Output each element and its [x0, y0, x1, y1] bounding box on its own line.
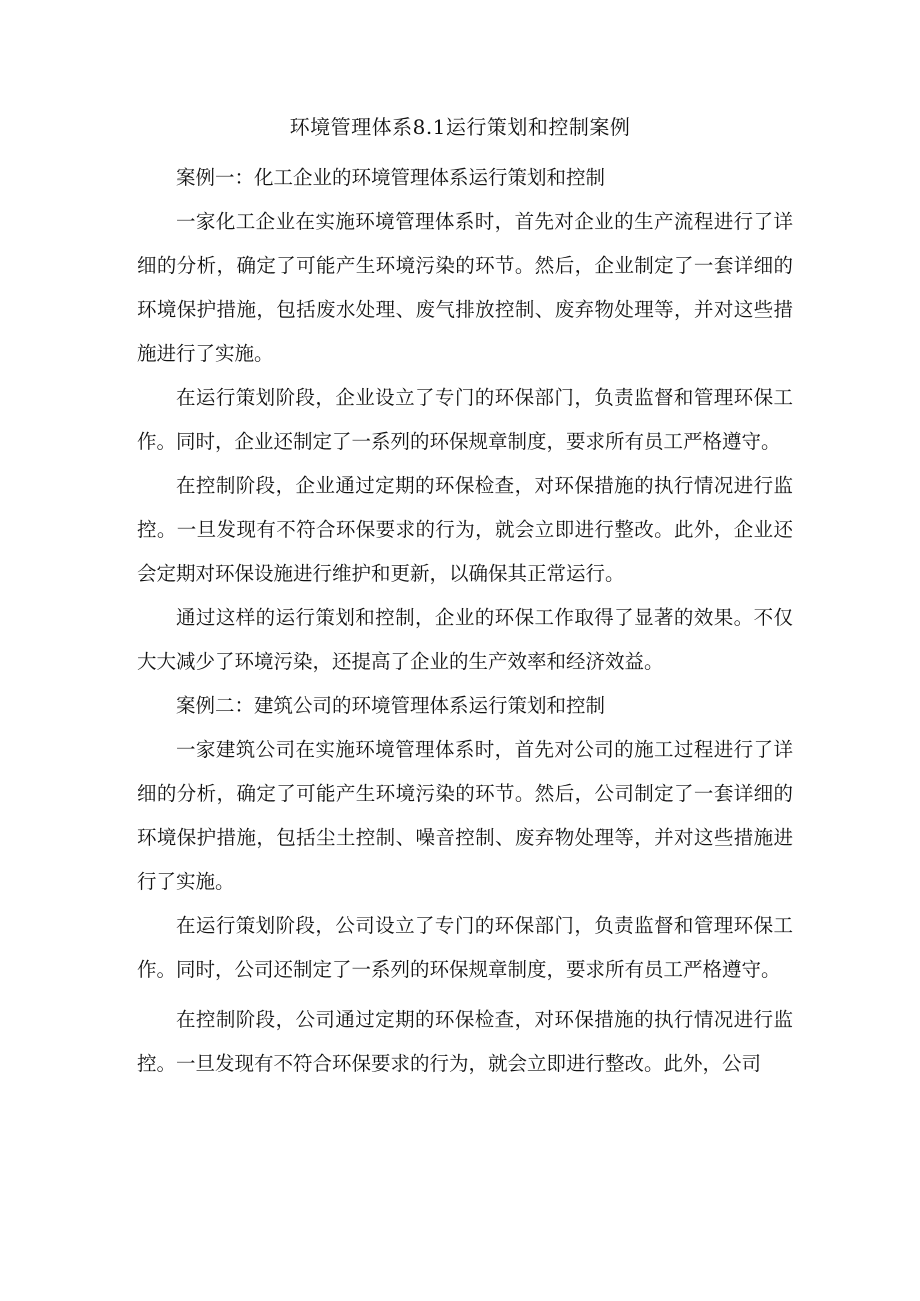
case-one-planning-paragraph: 在运行策划阶段，企业设立了专门的环保部门，负责监督和管理环保工作。同时，企业还制定了一系列的环保规章制度，要求所有员工严格遵守。: [137, 386, 793, 453]
document-title: 环境管理体系8.1运行策划和控制案例: [289, 115, 631, 139]
case-two-intro-paragraph: 一家建筑公司在实施环境管理体系时，首先对公司的施工过程进行了详细的分析，确定了可能产生环境污染的环节。然后，公司制定了一套详细的环境保护措施，包括尘土控制、噪音控制、废弃物处理等，并对这些措施进行了实施。: [137, 738, 793, 893]
case-two-control-paragraph: 在控制阶段，公司通过定期的环保检查，对环保措施的执行情况进行监控。一旦发现有不符合环保要求的行为，就会立即进行整改。此外，公司: [137, 1008, 793, 1075]
case-one-heading: 案例一：化工企业的环境管理体系运行策划和控制: [176, 166, 606, 189]
case-one-intro-paragraph: 一家化工企业在实施环境管理体系时，首先对企业的生产流程进行了详细的分析，确定了可能产生环境污染的环节。然后，企业制定了一套详细的环境保护措施，包括废水处理、废气排放控制、废弃物处理等，并对这些措施进行了实施。: [137, 210, 793, 365]
document-body: [137, 156, 793, 1086]
case-two-planning-paragraph: 在运行策划阶段，公司设立了专门的环保部门，负责监督和管理环保工作。同时，公司还制定了一系列的环保规章制度，要求所有员工严格遵守。: [137, 914, 793, 981]
case-two-heading: 案例二：建筑公司的环境管理体系运行策划和控制: [176, 694, 606, 717]
case-one-result-paragraph: 通过这样的运行策划和控制，企业的环保工作取得了显著的效果。不仅大大减少了环境污染，还提高了企业的生产效率和经济效益。: [137, 606, 793, 673]
case-one-control-paragraph: 在控制阶段，企业通过定期的环保检查，对环保措施的执行情况进行监控。一旦发现有不符合环保要求的行为，就会立即进行整改。此外，企业还会定期对环保设施进行维护和更新，以确保其正常运行。: [137, 474, 793, 585]
